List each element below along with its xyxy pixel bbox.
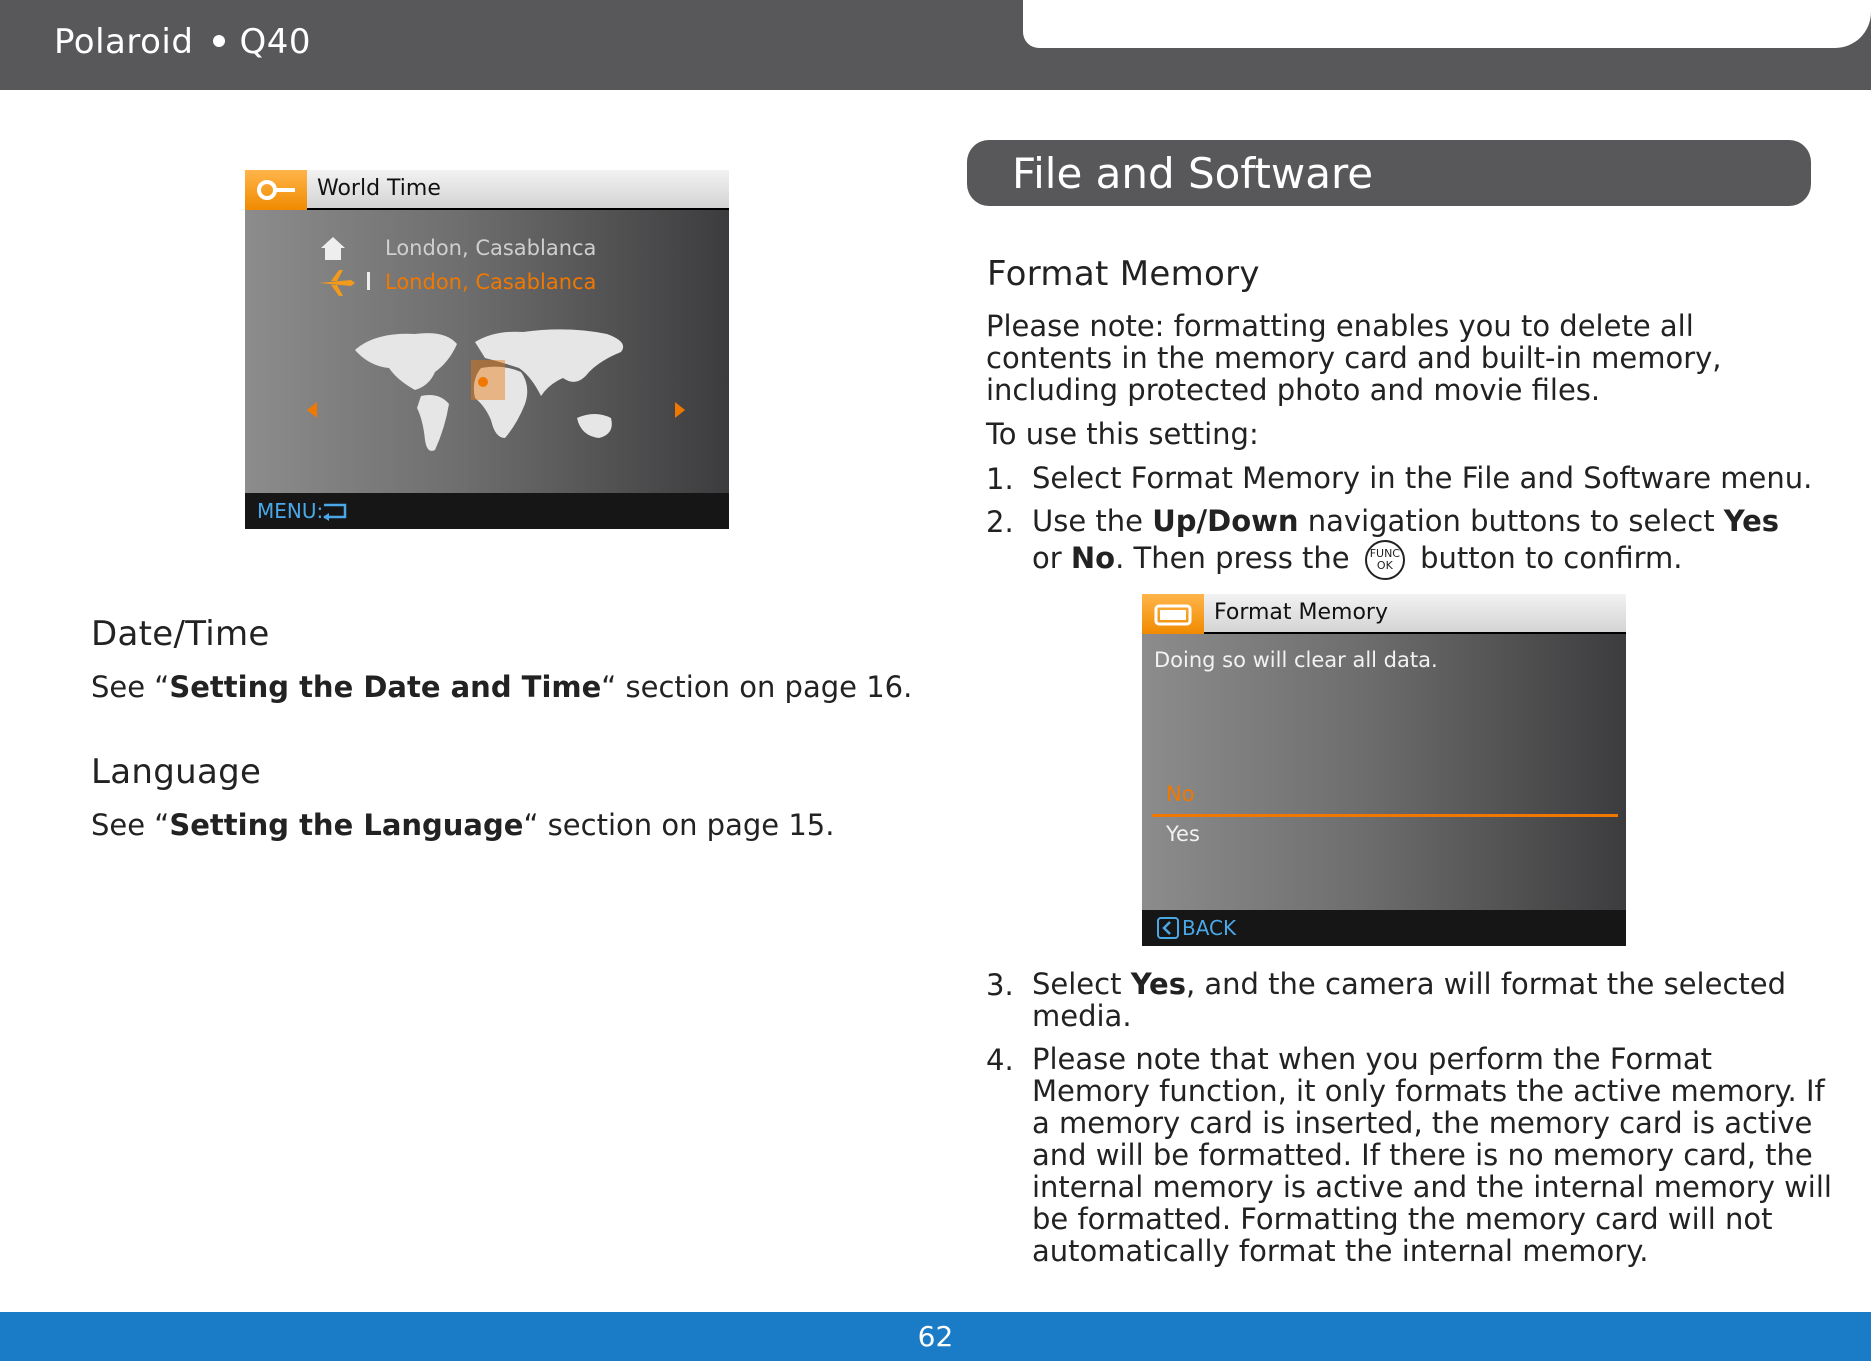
bullet-icon	[213, 35, 225, 47]
note-line: Please note: formatting enables you to delete all	[986, 309, 1694, 343]
menu-label: MENU:	[257, 499, 324, 523]
step-3-part: , and the camera will format the selected	[1185, 967, 1787, 1001]
yes-label: Yes	[1723, 504, 1780, 538]
file-tab	[1142, 594, 1204, 634]
world-time-titlebar	[245, 170, 729, 210]
step-2-line-1	[1032, 505, 1779, 537]
format-memory-heading: Format Memory	[987, 254, 1260, 294]
date-time-text	[91, 671, 912, 703]
language-heading: Language	[91, 752, 262, 792]
home-city: London, Casablanca	[385, 236, 597, 260]
step-4-line: internal memory is active and the internal memory will	[1032, 1170, 1832, 1204]
header-notch	[1023, 0, 1871, 48]
airplane-icon	[317, 268, 357, 298]
step-1-text: Select Format Memory in the File and Software menu.	[1032, 461, 1813, 495]
chevron-right-icon	[673, 400, 687, 420]
up-down-label: Up/Down	[1152, 504, 1299, 538]
step-2-part: or	[1032, 541, 1071, 575]
language-prefix: See “	[91, 808, 170, 842]
travel-city: London, Casablanca	[385, 270, 597, 294]
page-number: 62	[917, 1320, 954, 1353]
world-time-body	[245, 210, 729, 493]
back-label[interactable]: BACK	[1182, 916, 1237, 940]
step-4-line: and will be formatted. If there is no memory card, the	[1032, 1138, 1813, 1172]
format-memory-screen-title: Format Memory	[1214, 600, 1388, 625]
step-3-part: Select	[1032, 967, 1131, 1001]
folder-icon	[1142, 594, 1204, 634]
step-4-paragraph	[1032, 1043, 1832, 1267]
wrench-icon	[245, 170, 307, 210]
home-icon	[317, 234, 357, 264]
brand-name: Polaroid	[54, 22, 194, 62]
step-2-part: navigation buttons to select	[1298, 504, 1724, 538]
world-time-footer	[245, 493, 729, 529]
settings-tab	[245, 170, 307, 210]
note-line: contents in the memory card and built-in memory,	[986, 341, 1722, 375]
language-link[interactable]: Setting the Language	[169, 808, 524, 842]
format-warning: Doing so will clear all data.	[1154, 648, 1438, 672]
date-time-link[interactable]: Setting the Date and Time	[169, 670, 602, 704]
header-title	[54, 22, 311, 62]
ok-label: OK	[1376, 559, 1393, 572]
language-suffix: “ section on page 15.	[523, 808, 835, 842]
step-2-part: . Then press the	[1115, 541, 1359, 575]
option-no[interactable]: No	[1166, 782, 1195, 806]
language-text	[91, 809, 834, 841]
func-ok-button-icon	[1365, 540, 1405, 580]
return-icon	[321, 501, 349, 521]
world-time-screen	[245, 170, 729, 529]
note-paragraph	[986, 310, 1722, 406]
format-memory-screen	[1142, 594, 1626, 946]
intro-text: To use this setting:	[986, 417, 1259, 451]
step-2-part: button to confirm.	[1410, 541, 1683, 575]
date-time-heading: Date/Time	[91, 614, 270, 654]
text-cursor	[367, 272, 370, 290]
model-name: Q40	[239, 22, 311, 62]
step-4-line: a memory card is inserted, the memory card is active	[1032, 1106, 1813, 1140]
step-2-line-2	[1032, 540, 1683, 580]
world-map	[345, 320, 635, 460]
step-4-line: Memory function, it only formats the active memory. If	[1032, 1074, 1825, 1108]
yes-label: Yes	[1130, 967, 1186, 1001]
step-4-line: be formatted. Formatting the memory card will not	[1032, 1202, 1773, 1236]
step-number: 2.	[986, 505, 1014, 539]
chevron-left-icon	[305, 400, 319, 420]
section-title: File and Software	[1012, 149, 1374, 198]
step-4-line: Please note that when you perform the Format	[1032, 1042, 1713, 1076]
step-number: 4.	[986, 1043, 1014, 1077]
footer-bar	[0, 1312, 1871, 1361]
format-memory-titlebar	[1142, 594, 1626, 634]
no-label: No	[1070, 541, 1116, 575]
note-line: including protected photo and movie files.	[986, 373, 1601, 407]
format-memory-body	[1142, 634, 1626, 910]
format-memory-footer	[1142, 910, 1626, 946]
step-4-line: automatically format the internal memory.	[1032, 1234, 1649, 1268]
step-3-line-1	[1032, 968, 1786, 1000]
date-time-suffix: “ section on page 16.	[601, 670, 913, 704]
back-icon	[1156, 916, 1180, 940]
world-time-title: World Time	[317, 176, 441, 201]
section-banner	[967, 140, 1811, 206]
step-2-part: Use the	[1032, 504, 1153, 538]
option-yes[interactable]: Yes	[1166, 822, 1200, 846]
selection-underline	[1152, 814, 1618, 817]
step-3-line-2: media.	[1032, 999, 1132, 1033]
func-label: FUNC	[1369, 547, 1400, 560]
step-number: 1.	[986, 462, 1014, 496]
date-time-prefix: See “	[91, 670, 170, 704]
step-number: 3.	[986, 968, 1014, 1002]
